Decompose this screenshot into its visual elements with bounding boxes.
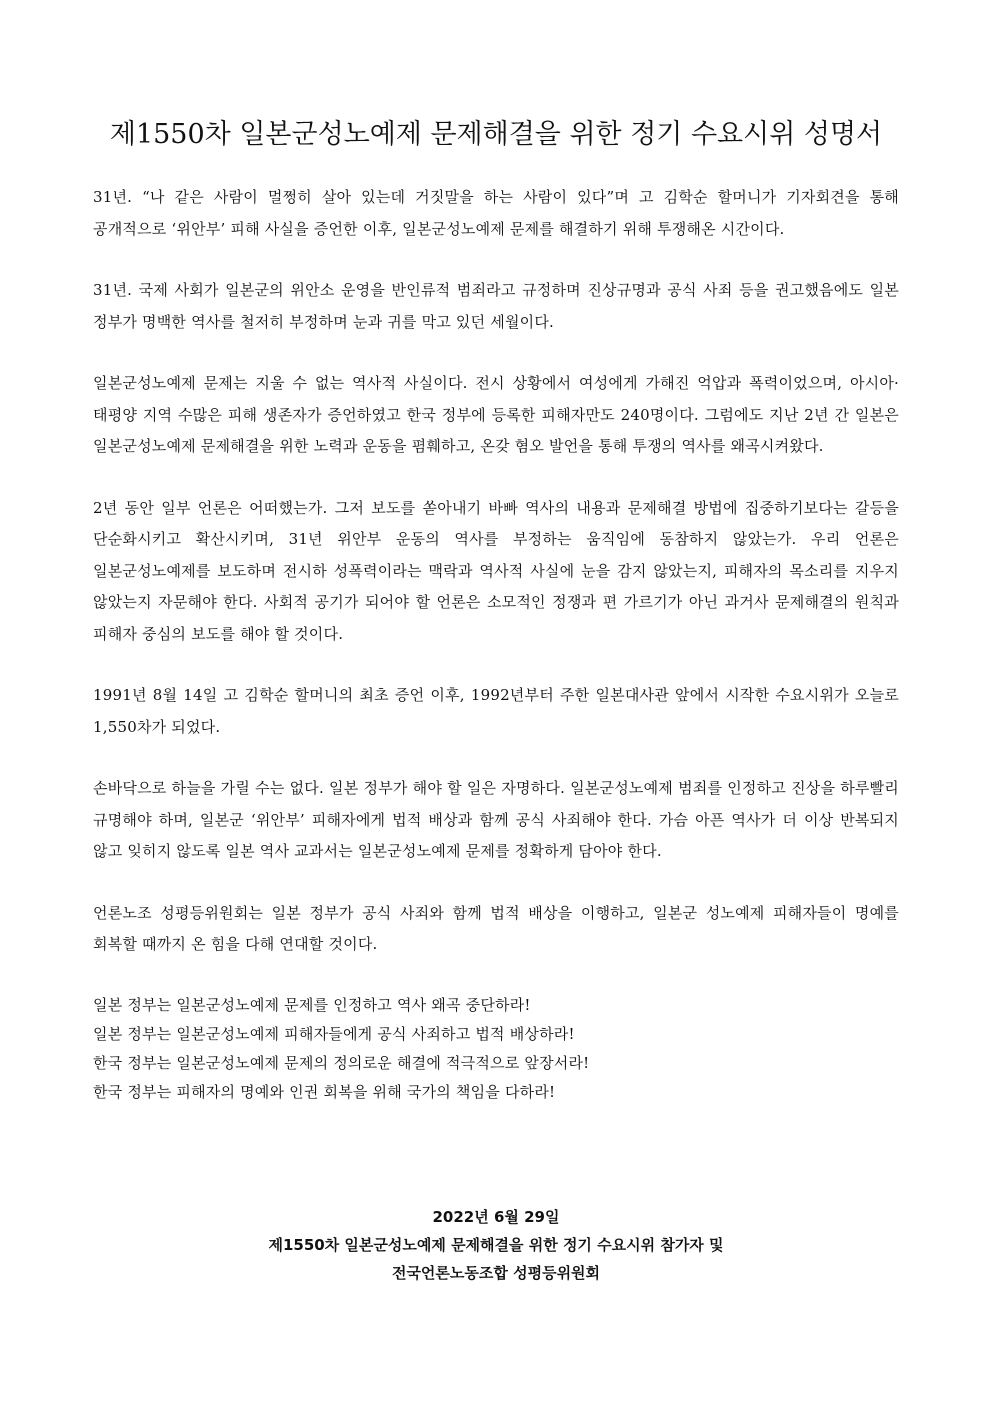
paragraph-2: 31년. 국제 사회가 일본군의 위안소 운영을 반인류적 범죄라고 규정하며 진상규명과 공식 사죄 등을 권고했음에도 일본 정부가 명백한 역사를 철저히 부정하며 눈과 귀를 막고 있던 세월이다. xyxy=(93,281,899,331)
demand-item: 일본 정부는 일본군성노예제 문제를 인정하고 역사 왜곡 중단하라! xyxy=(93,995,531,1014)
statement-body xyxy=(93,182,899,1107)
statement-date: 2022년 6월 29일 xyxy=(432,1208,560,1226)
paragraph-4: 2년 동안 일부 언론은 어떠했는가. 그저 보도를 쏟아내기 바빠 역사의 내용과 문제해결 방법에 집중하기보다는 갈등을 단순화시키고 확산시키며, 31년 위안부 운동의 역사를 부정하는 움직임에 동참하지 않았는가. 우리 언론은 일본군성노예제를 보도하며 전시하 성폭력이라는 맥락과 역사적 사실에 눈을 감지 않았는지, 피해자의 목소리를 지우지 않았는지 자문해야 한다. 사회적 공기가 되어야 할 언론은 소모적인 정쟁과 편 가르기가 아닌 과거사 문제해결의 원칙과 피해자 중심의 보도를 해야 할 것이다. xyxy=(93,498,899,643)
paragraph-7: 언론노조 성평등위원회는 일본 정부가 공식 사죄와 함께 법적 배상을 이행하고, 일본군 성노예제 피해자들이 명예를 회복할 때까지 온 힘을 다해 연대할 것이다. xyxy=(93,903,899,953)
demand-item: 일본 정부는 일본군성노예제 피해자들에게 공식 사죄하고 법적 배상하라! xyxy=(93,1024,575,1043)
demands-list xyxy=(93,991,899,1107)
paragraph-6: 손바닥으로 하늘을 가릴 수는 없다. 일본 정부가 해야 할 일은 자명하다. 일본군성노예제 범죄를 인정하고 진상을 하루빨리 규명해야 하며, 일본군 ‘위안부’ 피해자에게 법적 배상과 함께 공식 사죄해야 한다. 가슴 아픈 역사가 더 이상 반복되지 않고 잊히지 않도록 일본 역사 교과서는 일본군성노예제 문제를 정확하게 담아야 한다. xyxy=(93,779,899,860)
paragraph-3: 일본군성노예제 문제는 지울 수 없는 역사적 사실이다. 전시 상황에서 여성에게 가해진 억압과 폭력이었으며, 아시아·태평양 지역 수많은 피해 생존자가 증언하였고 한국 정부에 등록한 피해자만도 240명이다. 그럼에도 지난 2년 간 일본은 일본군성노예제 문제해결을 위한 노력과 운동을 폄훼하고, 온갖 혐오 발언을 통해 투쟁의 역사를 왜곡시켜왔다. xyxy=(93,374,899,455)
signoff-block xyxy=(60,1203,932,1287)
signatory-line-1: 제1550차 일본군성노예제 문제해결을 위한 정기 수요시위 참가자 및 xyxy=(268,1236,724,1254)
signatory-line-2: 전국언론노동조합 성평등위원회 xyxy=(391,1264,601,1282)
demand-item: 한국 정부는 일본군성노예제 문제의 정의로운 해결에 적극적으로 앞장서라! xyxy=(93,1053,590,1072)
demand-item: 한국 정부는 피해자의 명예와 인권 회복을 위해 국가의 책임을 다하라! xyxy=(93,1082,556,1101)
document-title: 제1550차 일본군성노예제 문제해결을 위한 정기 수요시위 성명서 xyxy=(109,119,883,150)
paragraph-5: 1991년 8월 14일 고 김학순 할머니의 최초 증언 이후, 1992년부터 주한 일본대사관 앞에서 시작한 수요시위가 오늘로 1,550차가 되었다. xyxy=(93,686,899,736)
paragraph-1: 31년. “나 같은 사람이 멀쩡히 살아 있는데 거짓말을 하는 사람이 있다”며 고 김학순 할머니가 기자회견을 통해 공개적으로 ‘위안부’ 피해 사실을 증언한 이후, 일본군성노예제 문제를 해결하기 위해 투쟁해온 시간이다. xyxy=(93,188,899,238)
